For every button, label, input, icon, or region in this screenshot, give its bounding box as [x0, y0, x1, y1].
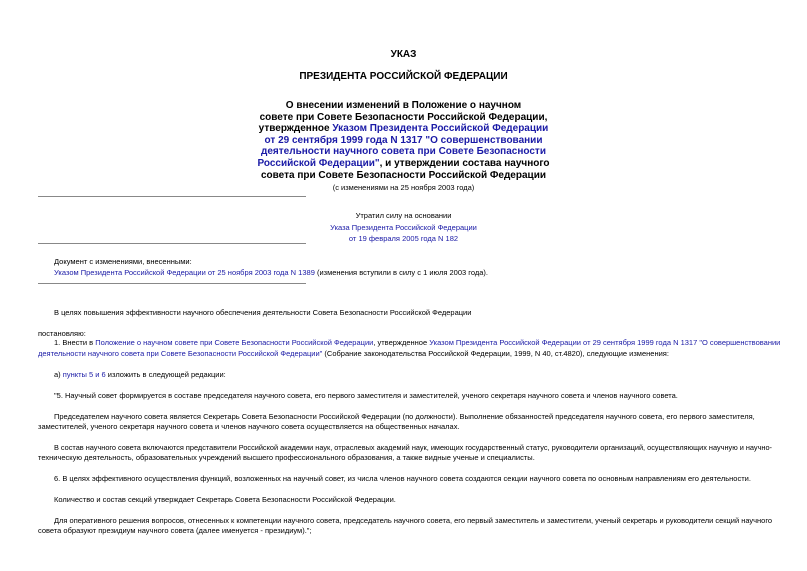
decree-182-link[interactable]: Указа Президента Российской Федерации — [330, 222, 477, 232]
paragraph-chair-cont: заместителей, ученого секретаря научного совета и членов научного совета осуществляется на общественных началах. — [38, 422, 460, 431]
paragraph-1-cont — [38, 348, 669, 359]
decree-issuer: ПРЕЗИДЕНТА РОССИЙСКОЙ ФЕДЕРАЦИИ — [299, 71, 508, 82]
paragraph-6: 6. В целях эффективного осуществления функций, возложенных на научный совет, из числа членов научного совета создаются секции научного совета по основным направлениям его деятельности. — [54, 474, 751, 483]
paragraph-presidium-cont: совета образуют президиум научного совета (далее именуется - президиум)."; — [38, 526, 312, 535]
pa-text: а) — [54, 370, 63, 379]
paragraph-decree: постановляю: — [38, 329, 86, 338]
title-line: совете при Совете Безопасности Российской Федерации, — [259, 111, 548, 123]
changes-tail: (изменения вступили в силу с 1 июля 2003 года). — [314, 268, 488, 277]
decree-1317-link[interactable]: Указом Президента Российской Федерации — [332, 123, 549, 135]
decree-1389-link[interactable]: Указом Президента Российской Федерации от 25 ноября 2003 года N 1389 — [54, 268, 315, 277]
title-text: , и утверждении состава научного — [379, 157, 550, 169]
decree-1317-link[interactable]: деятельности научного совета при Совете Безопасности Российской Федерации" — [38, 349, 323, 358]
decree-1317-link[interactable]: от 29 сентября 1999 года N 1317 "О совершенствовании — [264, 134, 543, 146]
pa-text: изложить в следующей редакции: — [105, 370, 226, 379]
p1-text: , утвержденное — [373, 338, 430, 347]
paragraph-composition: В состав научного совета включаются представители Российской академии наук, отраслевых академий наук, имеющих государственный статус, руководители организаций, осуществляющих научную и научно- — [54, 443, 772, 452]
title-line: совета при Совете Безопасности Российской Федерации — [261, 169, 546, 181]
paragraph-sections: Количество и состав секций утверждает Секретарь Совета Безопасности Российской Федерации. — [54, 495, 396, 504]
decree-1317-link[interactable]: Указом Президента Российской Федерации от 29 сентября 1999 года N 1317 "О совершенствовании — [429, 338, 781, 347]
changes-line — [54, 267, 488, 278]
title-line: О внесении изменений в Положение о научном — [285, 100, 522, 111]
paragraph-chair: Председателем научного совета является Секретарь Совета Безопасности Российской Федерации (по должности). Выполнение обязанностей председателя научного совета, его первого заместителя, — [54, 412, 755, 421]
document-title — [0, 100, 807, 181]
paragraph-5: "5. Научный совет формируется в составе председателя научного совета, его первого заместителя и заместителей, ученого секретаря научного совета и членов научного совета. — [54, 391, 678, 400]
divider — [38, 283, 306, 284]
paragraph-composition-cont: техническую деятельность, образовательных учреждений высшего профессионального образования, а также видные ученые и специалисты. — [38, 453, 535, 462]
title-text: утвержденное — [258, 123, 333, 135]
paragraph-presidium: Для оперативного решения вопросов, отнесенных к компетенции научного совета, председатель научного совета, его первый заместитель и заместители, ученый секретарь и руководители секций научного — [54, 516, 773, 525]
decree-1317-link[interactable]: деятельности научного совета при Совете Безопасности — [261, 146, 546, 158]
decree-title: УКАЗ — [390, 49, 417, 60]
p1-text: 1. Внести в — [54, 338, 96, 347]
changes-label: Документ с изменениями, внесенными: — [54, 257, 192, 266]
title-line — [0, 158, 807, 170]
decree-1317-link[interactable]: Российской Федерации" — [257, 157, 380, 169]
divider — [38, 196, 306, 197]
decree-182-link[interactable]: от 19 февраля 2005 года N 182 — [348, 234, 459, 243]
paragraph-intro: В целях повышения эффективности научного обеспечения деятельности Совета Безопасности Российской Федерации — [54, 308, 472, 317]
divider — [38, 243, 306, 244]
amendment-note: (с изменениями на 25 ноября 2003 года) — [332, 183, 475, 192]
paragraph-a — [54, 369, 226, 380]
paragraph-1 — [54, 337, 781, 348]
p1-text: (Собрание законодательства Российской Федерации, 1999, N 40, ст.4820), следующие изменения: — [322, 349, 669, 358]
repeal-line: Утратил силу на основании — [355, 211, 452, 220]
regulation-link[interactable]: Положение о научном совете при Совете Безопасности Российской Федерации — [95, 338, 374, 347]
items-5-6-link[interactable]: пункты 5 и 6 — [62, 370, 106, 379]
title-line — [0, 123, 807, 135]
repeal-note — [0, 210, 807, 245]
